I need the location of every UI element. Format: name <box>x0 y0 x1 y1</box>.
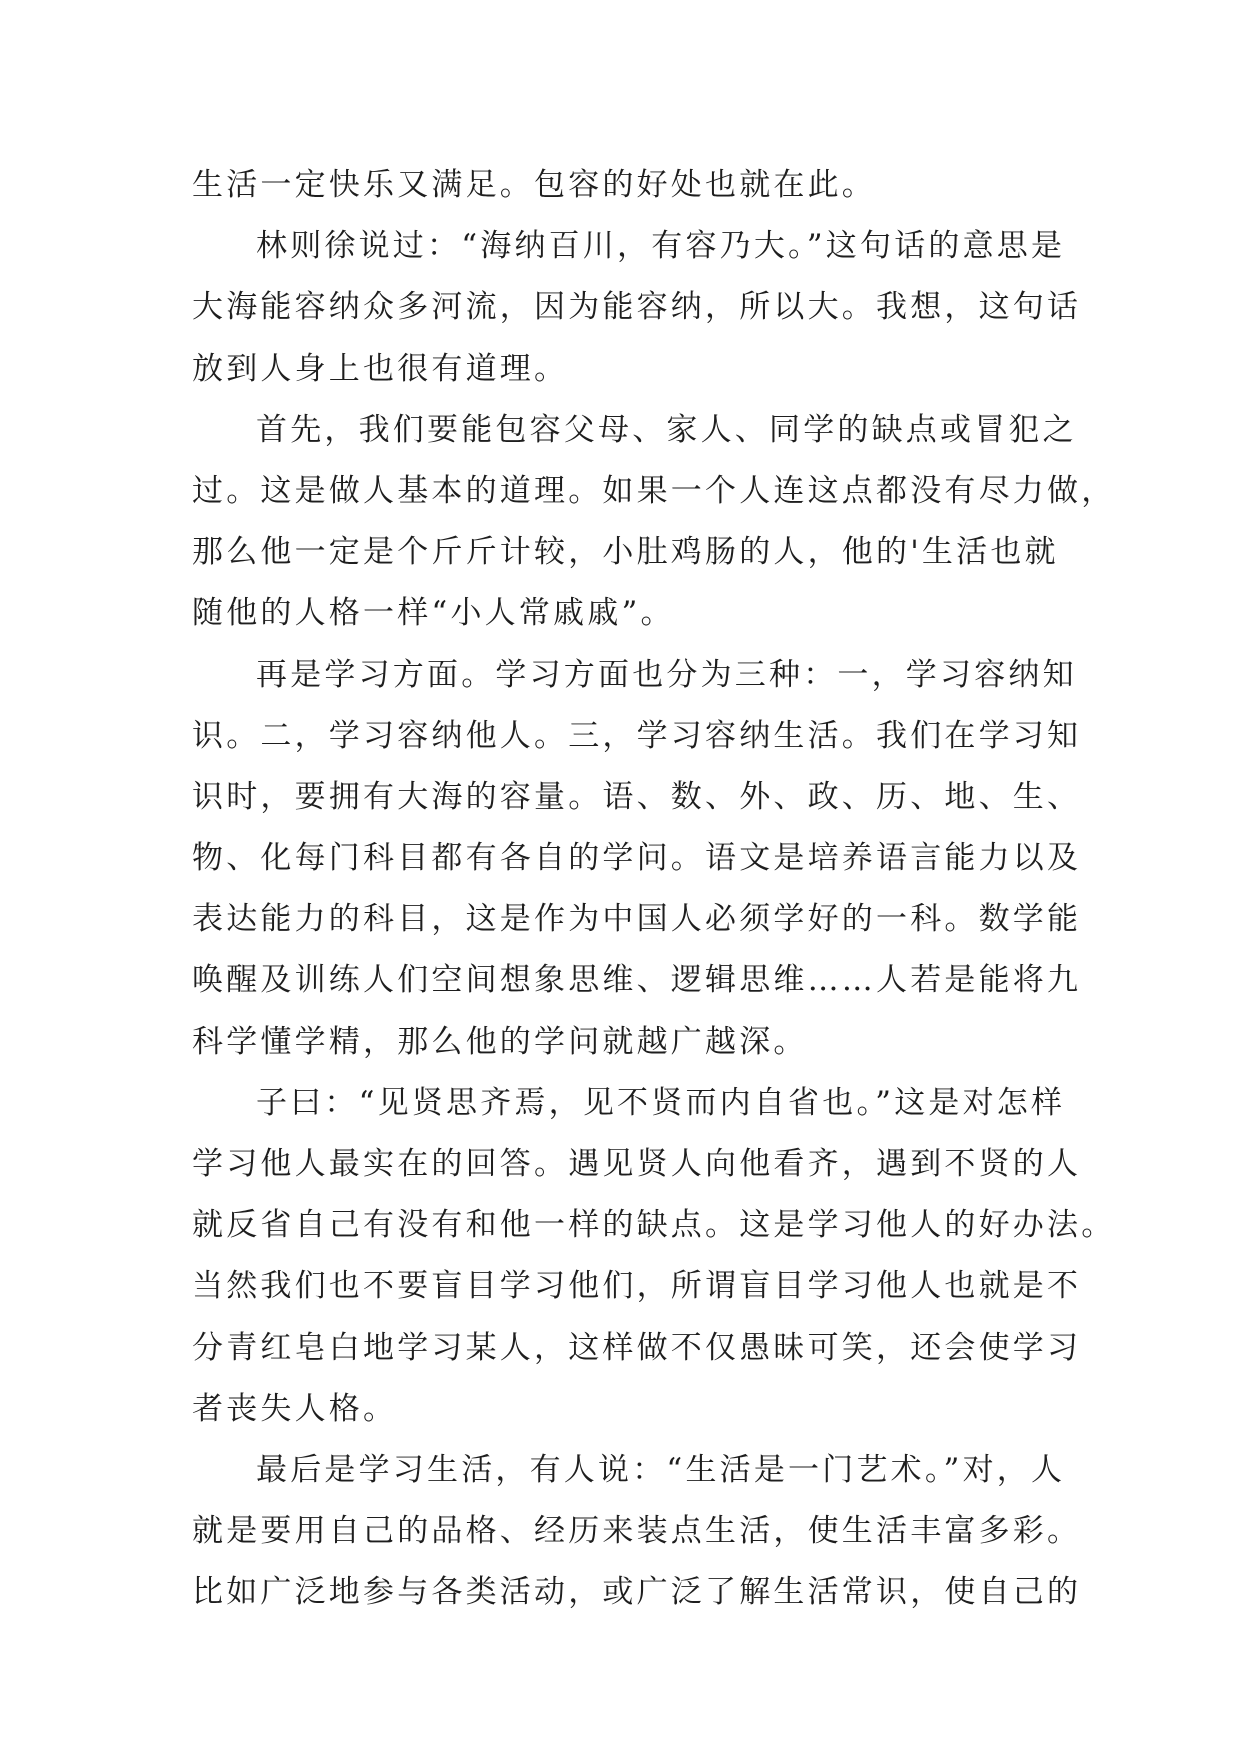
text-line: 比如广泛地参与各类活动，或广泛了解生活常识，使自己的 <box>192 1574 1082 1611</box>
text-line: 科学懂学精，那么他的学问就越广越深。 <box>192 1023 808 1060</box>
paragraph-start-line: 子曰：“见贤思齐焉，见不贤而内自省也。”这是对怎样 <box>256 1084 1066 1121</box>
paragraph-start-line: 林则徐说过：“海纳百川，有容乃大。”这句话的意思是 <box>256 228 1066 265</box>
paragraph-start-line: 再是学习方面。学习方面也分为三种：一，学习容纳知 <box>256 656 1077 693</box>
paragraph-start-line: 最后是学习生活，有人说：“生活是一门艺术。”对，人 <box>256 1451 1066 1488</box>
text-line: 表达能力的科目，这是作为中国人必须学好的一科。数学能 <box>192 901 1082 938</box>
text-line: 当然我们也不要盲目学习他们，所谓盲目学习他人也就是不 <box>192 1268 1082 1305</box>
text-line: 识时，要拥有大海的容量。语、数、外、政、历、地、生、 <box>192 778 1082 815</box>
text-line: 随他的人格一样“小人常戚戚”。 <box>192 595 675 632</box>
text-line: 者丧失人格。 <box>192 1390 398 1427</box>
text-line: 就是要用自己的品格、经历来装点生活，使生活丰富多彩。 <box>192 1513 1082 1550</box>
text-line: 学习他人最实在的回答。遇见贤人向他看齐，遇到不贤的人 <box>192 1146 1082 1182</box>
text-line: 过。这是做人基本的道理。如果一个人连这点都没有尽力做， <box>192 472 1116 509</box>
document-body <box>192 155 1116 1624</box>
text-line: 大海能容纳众多河流，因为能容纳，所以大。我想，这句话 <box>192 289 1082 326</box>
text-line: 分青红皂白地学习某人，这样做不仅愚昧可笑，还会使学习 <box>192 1329 1082 1366</box>
text-line: 识。二，学习容纳他人。三，学习容纳生活。我们在学习知 <box>192 717 1082 754</box>
text-line: 物、化每门科目都有各自的学问。语文是培养语言能力以及 <box>192 840 1082 877</box>
text-line: 那么他一定是个斤斤计较，小肚鸡肠的人，他的'生活也就 <box>192 534 1059 571</box>
text-line: 放到人身上也很有道理。 <box>192 350 569 387</box>
text-line: 唤醒及训练人们空间想象思维、逻辑思维……人若是能将九 <box>192 962 1082 999</box>
text-line: 就反省自己有没有和他一样的缺点。这是学习他人的好办法。 <box>192 1207 1116 1244</box>
paragraph-start-line: 首先，我们要能包容父母、家人、同学的缺点或冒犯之 <box>256 411 1077 448</box>
text-line: 生活一定快乐又满足。包容的好处也就在此。 <box>192 167 876 203</box>
